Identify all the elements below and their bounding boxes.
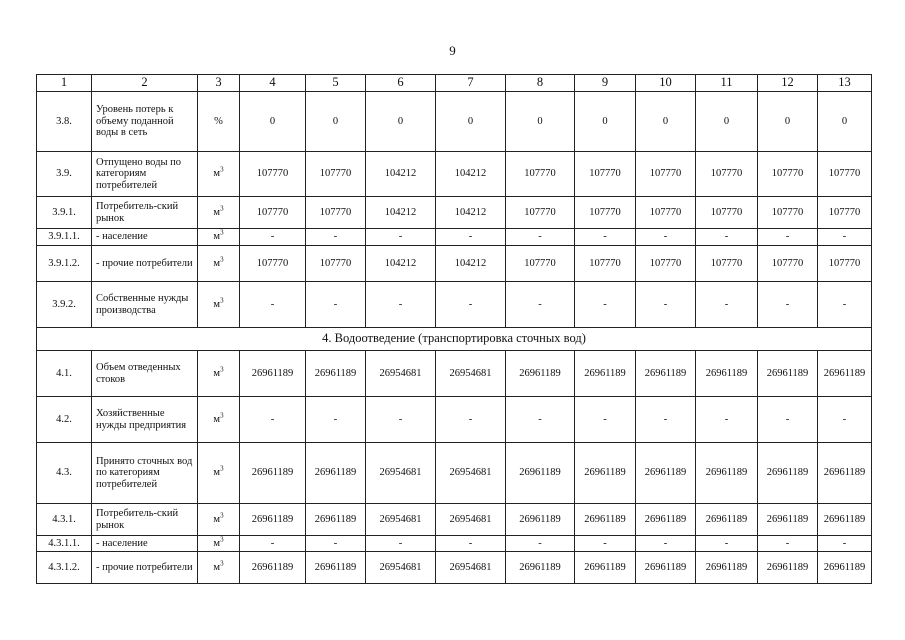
row-unit bbox=[198, 197, 240, 229]
value-cell: 0 bbox=[506, 92, 575, 152]
row-name: Собственные нужды производства bbox=[92, 282, 198, 328]
value-cell: - bbox=[758, 229, 818, 246]
value-cell: 0 bbox=[306, 92, 366, 152]
row-code: 4.3. bbox=[37, 443, 92, 504]
value-cell: 107770 bbox=[240, 197, 306, 229]
unit-superscript: 3 bbox=[220, 296, 224, 305]
row-code: 4.3.1.2. bbox=[37, 552, 92, 584]
data-table bbox=[36, 74, 872, 584]
row-unit bbox=[198, 229, 240, 246]
row-unit bbox=[198, 443, 240, 504]
value-cell: 107770 bbox=[240, 246, 306, 282]
value-cell: 26961189 bbox=[240, 552, 306, 584]
table-row bbox=[37, 152, 872, 197]
value-cell: - bbox=[696, 536, 758, 552]
value-cell: 26961189 bbox=[636, 504, 696, 536]
table-row bbox=[37, 397, 872, 443]
unit-label: м bbox=[213, 298, 221, 310]
value-cell: 107770 bbox=[575, 197, 636, 229]
unit-superscript: 3 bbox=[220, 228, 224, 237]
value-cell: - bbox=[575, 536, 636, 552]
value-cell: 26961189 bbox=[758, 351, 818, 397]
value-cell: - bbox=[506, 397, 575, 443]
value-cell: 0 bbox=[636, 92, 696, 152]
unit-superscript: 3 bbox=[220, 411, 224, 420]
row-name: Потребитель-ский рынок bbox=[92, 504, 198, 536]
value-cell: - bbox=[436, 397, 506, 443]
unit-label: % bbox=[214, 115, 223, 127]
column-header: 13 bbox=[818, 75, 872, 92]
value-cell: 26961189 bbox=[506, 552, 575, 584]
value-cell: 107770 bbox=[758, 197, 818, 229]
page-number: 9 bbox=[449, 43, 456, 58]
row-code: 3.9.2. bbox=[37, 282, 92, 328]
value-cell: 104212 bbox=[366, 246, 436, 282]
row-code: 4.3.1. bbox=[37, 504, 92, 536]
row-name: Принято сточных вод по категориям потребителей bbox=[92, 443, 198, 504]
unit-label: м bbox=[213, 513, 221, 525]
row-code: 3.9.1.2. bbox=[37, 246, 92, 282]
row-code: 3.9.1.1. bbox=[37, 229, 92, 246]
column-header: 3 bbox=[198, 75, 240, 92]
value-cell: 0 bbox=[436, 92, 506, 152]
row-name: Объем отведенных стоков bbox=[92, 351, 198, 397]
value-cell: - bbox=[758, 536, 818, 552]
row-name: Потребитель-ский рынок bbox=[92, 197, 198, 229]
value-cell: - bbox=[636, 229, 696, 246]
value-cell: - bbox=[240, 229, 306, 246]
unit-superscript: 3 bbox=[220, 511, 224, 520]
table-row bbox=[37, 282, 872, 328]
value-cell: 107770 bbox=[575, 152, 636, 197]
value-cell: 26961189 bbox=[636, 443, 696, 504]
value-cell: 107770 bbox=[240, 152, 306, 197]
value-cell: 26961189 bbox=[575, 351, 636, 397]
row-name: Хозяйственные нужды предприятия bbox=[92, 397, 198, 443]
row-unit bbox=[198, 282, 240, 328]
value-cell: 26961189 bbox=[306, 552, 366, 584]
value-cell: 26961189 bbox=[240, 443, 306, 504]
value-cell: - bbox=[240, 397, 306, 443]
value-cell: 0 bbox=[696, 92, 758, 152]
value-cell: - bbox=[436, 229, 506, 246]
unit-superscript: 3 bbox=[220, 204, 224, 213]
value-cell: 107770 bbox=[636, 197, 696, 229]
value-cell: 107770 bbox=[636, 246, 696, 282]
row-name: - население bbox=[92, 536, 198, 552]
row-name: Уровень потерь к объему поданной воды в сеть bbox=[92, 92, 198, 152]
table-row bbox=[37, 92, 872, 152]
unit-label: м bbox=[213, 231, 221, 243]
row-unit bbox=[198, 351, 240, 397]
value-cell: - bbox=[636, 282, 696, 328]
column-header: 2 bbox=[92, 75, 198, 92]
value-cell: - bbox=[366, 397, 436, 443]
value-cell: - bbox=[366, 229, 436, 246]
table-row bbox=[37, 552, 872, 584]
value-cell: 107770 bbox=[306, 246, 366, 282]
value-cell: 104212 bbox=[366, 152, 436, 197]
value-cell: - bbox=[306, 397, 366, 443]
row-unit bbox=[198, 152, 240, 197]
row-unit bbox=[198, 92, 240, 152]
value-cell: 26954681 bbox=[436, 351, 506, 397]
unit-label: м bbox=[213, 257, 221, 269]
column-header: 1 bbox=[37, 75, 92, 92]
value-cell: 107770 bbox=[758, 246, 818, 282]
row-code: 4.1. bbox=[37, 351, 92, 397]
value-cell: 26961189 bbox=[575, 443, 636, 504]
section-title: 4. Водоотведение (транспортировка сточных вод) bbox=[37, 328, 872, 351]
value-cell: 26961189 bbox=[575, 504, 636, 536]
row-code: 3.9.1. bbox=[37, 197, 92, 229]
value-cell: - bbox=[506, 282, 575, 328]
value-cell: 26961189 bbox=[506, 443, 575, 504]
value-cell: 104212 bbox=[436, 246, 506, 282]
value-cell: - bbox=[636, 397, 696, 443]
value-cell: 0 bbox=[575, 92, 636, 152]
value-cell: 26961189 bbox=[696, 552, 758, 584]
table-row bbox=[37, 351, 872, 397]
value-cell: 26961189 bbox=[306, 504, 366, 536]
value-cell: - bbox=[575, 229, 636, 246]
value-cell: 26961189 bbox=[636, 552, 696, 584]
value-cell: 0 bbox=[366, 92, 436, 152]
column-header: 11 bbox=[696, 75, 758, 92]
value-cell: - bbox=[818, 282, 872, 328]
value-cell: 107770 bbox=[758, 152, 818, 197]
value-cell: 26961189 bbox=[818, 351, 872, 397]
value-cell: 26954681 bbox=[436, 443, 506, 504]
row-name: Отпущено воды по категориям потребителей bbox=[92, 152, 198, 197]
value-cell: 104212 bbox=[366, 197, 436, 229]
value-cell: - bbox=[696, 282, 758, 328]
value-cell: 26961189 bbox=[696, 443, 758, 504]
row-name: - прочие потребители bbox=[92, 552, 198, 584]
value-cell: 26961189 bbox=[818, 504, 872, 536]
value-cell: 0 bbox=[818, 92, 872, 152]
value-cell: - bbox=[436, 536, 506, 552]
unit-label: м bbox=[213, 367, 221, 379]
value-cell: - bbox=[696, 397, 758, 443]
value-cell: 107770 bbox=[636, 152, 696, 197]
value-cell: 26961189 bbox=[636, 351, 696, 397]
value-cell: 104212 bbox=[436, 197, 506, 229]
value-cell: - bbox=[758, 397, 818, 443]
value-cell: - bbox=[575, 282, 636, 328]
column-header: 9 bbox=[575, 75, 636, 92]
value-cell: 26954681 bbox=[366, 443, 436, 504]
value-cell: - bbox=[575, 397, 636, 443]
value-cell: - bbox=[696, 229, 758, 246]
value-cell: - bbox=[240, 536, 306, 552]
value-cell: - bbox=[306, 536, 366, 552]
section-row bbox=[37, 328, 872, 351]
table-row bbox=[37, 504, 872, 536]
value-cell: 26961189 bbox=[506, 351, 575, 397]
value-cell: - bbox=[240, 282, 306, 328]
row-unit bbox=[198, 246, 240, 282]
value-cell: 26961189 bbox=[758, 504, 818, 536]
value-cell: 107770 bbox=[506, 197, 575, 229]
value-cell: - bbox=[818, 397, 872, 443]
row-code: 3.8. bbox=[37, 92, 92, 152]
unit-label: м bbox=[213, 537, 221, 549]
value-cell: - bbox=[306, 282, 366, 328]
value-cell: 26961189 bbox=[758, 443, 818, 504]
value-cell: 26961189 bbox=[758, 552, 818, 584]
row-unit bbox=[198, 552, 240, 584]
value-cell: - bbox=[506, 229, 575, 246]
value-cell: 26961189 bbox=[506, 504, 575, 536]
row-unit bbox=[198, 397, 240, 443]
unit-label: м bbox=[213, 206, 221, 218]
value-cell: - bbox=[306, 229, 366, 246]
value-cell: 107770 bbox=[506, 246, 575, 282]
unit-superscript: 3 bbox=[220, 535, 224, 544]
value-cell: 107770 bbox=[506, 152, 575, 197]
value-cell: 26961189 bbox=[696, 351, 758, 397]
row-code: 3.9. bbox=[37, 152, 92, 197]
column-header: 12 bbox=[758, 75, 818, 92]
unit-label: м bbox=[213, 413, 221, 425]
value-cell: 107770 bbox=[818, 197, 872, 229]
row-code: 4.2. bbox=[37, 397, 92, 443]
unit-superscript: 3 bbox=[220, 365, 224, 374]
value-cell: 107770 bbox=[306, 197, 366, 229]
column-header: 10 bbox=[636, 75, 696, 92]
table-row bbox=[37, 443, 872, 504]
unit-superscript: 3 bbox=[220, 464, 224, 473]
value-cell: 26961189 bbox=[306, 351, 366, 397]
value-cell: - bbox=[506, 536, 575, 552]
table-row bbox=[37, 536, 872, 552]
row-unit bbox=[198, 536, 240, 552]
value-cell: 26961189 bbox=[240, 504, 306, 536]
column-header: 7 bbox=[436, 75, 506, 92]
value-cell: - bbox=[636, 536, 696, 552]
value-cell: 26961189 bbox=[240, 351, 306, 397]
value-cell: - bbox=[758, 282, 818, 328]
value-cell: 107770 bbox=[818, 152, 872, 197]
row-code: 4.3.1.1. bbox=[37, 536, 92, 552]
table-row bbox=[37, 197, 872, 229]
column-header: 6 bbox=[366, 75, 436, 92]
unit-label: м bbox=[213, 467, 221, 479]
value-cell: 26954681 bbox=[366, 351, 436, 397]
unit-superscript: 3 bbox=[220, 255, 224, 264]
value-cell: 107770 bbox=[696, 152, 758, 197]
header-row bbox=[37, 75, 872, 92]
unit-label: м bbox=[213, 168, 221, 180]
value-cell: 26954681 bbox=[436, 552, 506, 584]
value-cell: 26954681 bbox=[366, 504, 436, 536]
row-unit bbox=[198, 504, 240, 536]
value-cell: - bbox=[366, 282, 436, 328]
value-cell: 107770 bbox=[575, 246, 636, 282]
row-name: - население bbox=[92, 229, 198, 246]
value-cell: - bbox=[366, 536, 436, 552]
unit-label: м bbox=[213, 561, 221, 573]
unit-superscript: 3 bbox=[220, 165, 224, 174]
table-row bbox=[37, 246, 872, 282]
value-cell: 104212 bbox=[436, 152, 506, 197]
value-cell: - bbox=[436, 282, 506, 328]
value-cell: 107770 bbox=[696, 246, 758, 282]
value-cell: 107770 bbox=[818, 246, 872, 282]
value-cell: 26961189 bbox=[696, 504, 758, 536]
unit-superscript: 3 bbox=[220, 559, 224, 568]
value-cell: 0 bbox=[240, 92, 306, 152]
value-cell: 26961189 bbox=[818, 443, 872, 504]
value-cell: 107770 bbox=[696, 197, 758, 229]
value-cell: - bbox=[818, 536, 872, 552]
value-cell: - bbox=[818, 229, 872, 246]
column-header: 4 bbox=[240, 75, 306, 92]
value-cell: 26954681 bbox=[436, 504, 506, 536]
value-cell: 26954681 bbox=[366, 552, 436, 584]
column-header: 5 bbox=[306, 75, 366, 92]
value-cell: 107770 bbox=[306, 152, 366, 197]
value-cell: 26961189 bbox=[818, 552, 872, 584]
column-header: 8 bbox=[506, 75, 575, 92]
table-row bbox=[37, 229, 872, 246]
value-cell: 26961189 bbox=[575, 552, 636, 584]
value-cell: 26961189 bbox=[306, 443, 366, 504]
value-cell: 0 bbox=[758, 92, 818, 152]
row-name: - прочие потребители bbox=[92, 246, 198, 282]
